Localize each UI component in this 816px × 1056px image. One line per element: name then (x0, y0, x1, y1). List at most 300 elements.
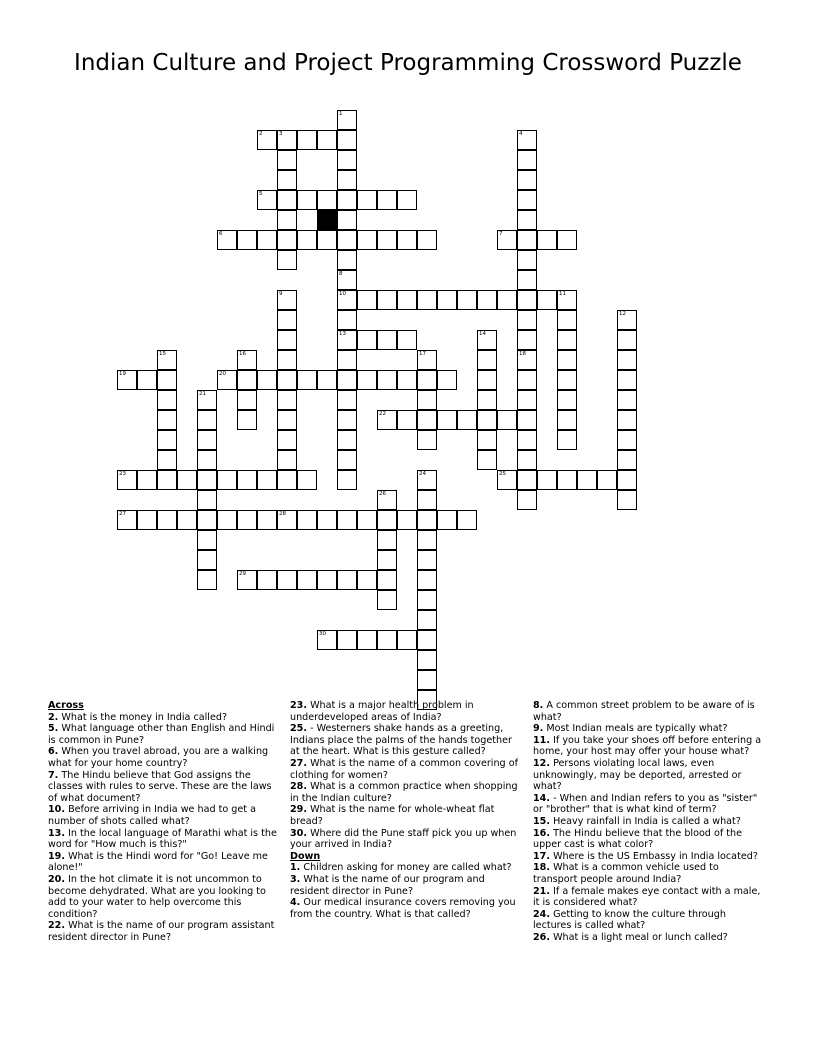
clue-item (48, 770, 280, 805)
clue-text: What is the name of our program assistant resident director in Pune? (48, 920, 275, 943)
grid-cell[interactable] (197, 550, 217, 570)
clue-text: What is the name of our program and resident director in Pune? (290, 873, 485, 897)
grid-cell[interactable] (517, 350, 537, 370)
grid-cell[interactable] (157, 430, 177, 450)
grid-cell[interactable] (577, 470, 597, 490)
grid-cell[interactable] (337, 430, 357, 450)
grid-cell[interactable] (337, 290, 357, 310)
clue-item (533, 851, 765, 863)
grid-cell[interactable] (517, 490, 537, 510)
grid-cell[interactable] (397, 370, 417, 390)
grid-cell[interactable] (197, 470, 217, 490)
across-heading: Across (48, 700, 84, 711)
grid-cell[interactable] (277, 410, 297, 430)
grid-cell[interactable] (277, 370, 297, 390)
grid-cell[interactable] (417, 610, 437, 630)
grid-cell[interactable] (417, 410, 437, 430)
grid-cell[interactable] (357, 630, 377, 650)
grid-cell[interactable] (617, 350, 637, 370)
grid-cell[interactable] (297, 570, 317, 590)
grid-cell[interactable] (297, 510, 317, 530)
grid-cell[interactable] (517, 310, 537, 330)
grid-cell[interactable] (257, 510, 277, 530)
grid-cell[interactable] (237, 570, 257, 590)
grid-cell[interactable] (477, 290, 497, 310)
clue-number: 22 (379, 411, 386, 417)
grid-cell[interactable] (477, 370, 497, 390)
grid-cell[interactable] (117, 510, 137, 530)
grid-cell[interactable] (377, 490, 397, 510)
grid-cell[interactable] (277, 330, 297, 350)
clue-text: The Hindu believe that God assigns the classes with rules to serve. These are the laws of what document? (48, 769, 272, 804)
grid-cell[interactable] (337, 630, 357, 650)
grid-cell[interactable] (377, 230, 397, 250)
grid-cell[interactable] (337, 410, 357, 430)
grid-cell[interactable] (517, 370, 537, 390)
grid-cell[interactable] (397, 230, 417, 250)
grid-cell[interactable] (237, 350, 257, 370)
grid-cell[interactable] (217, 470, 237, 490)
grid-cell[interactable] (397, 330, 417, 350)
grid-cell[interactable] (277, 350, 297, 370)
grid-cell[interactable] (397, 190, 417, 210)
grid-cell[interactable] (557, 330, 577, 350)
grid-cell[interactable] (457, 410, 477, 430)
grid-cell[interactable] (357, 290, 377, 310)
grid-cell[interactable] (317, 230, 337, 250)
clue-text: If a female makes eye contact with a male, it is considered what? (533, 885, 761, 909)
clue-item (533, 758, 765, 793)
clue-item (48, 920, 280, 943)
clues-column-1 (48, 700, 280, 943)
grid-cell[interactable] (337, 270, 357, 290)
clue-number: 7 (499, 231, 503, 237)
grid-cell[interactable] (557, 370, 577, 390)
grid-cell[interactable] (317, 630, 337, 650)
clue-text: What is the money in India called? (61, 711, 228, 723)
clue-text: What language other than English and Hindi is common in Pune? (48, 723, 275, 746)
clue-text: What is a common vehicle used to transport people around India? (533, 862, 719, 885)
grid-cell[interactable] (437, 510, 457, 530)
clue-item (290, 700, 522, 723)
clue-item (48, 723, 280, 746)
grid-cell[interactable] (337, 350, 357, 370)
grid-cell[interactable] (377, 530, 397, 550)
clue-number: 29 (239, 571, 246, 577)
clue-number: 28 (279, 511, 286, 517)
grid-cell[interactable] (517, 470, 537, 490)
grid-cell[interactable] (277, 310, 297, 330)
grid-cell[interactable] (337, 150, 357, 170)
clues-column-2 (290, 700, 522, 920)
grid-cell[interactable] (137, 370, 157, 390)
grid-cell[interactable] (517, 430, 537, 450)
clue-item (290, 723, 522, 758)
grid-cell[interactable] (417, 630, 437, 650)
grid-cell[interactable] (297, 470, 317, 490)
grid-cell[interactable] (197, 570, 217, 590)
grid-cell[interactable] (197, 430, 217, 450)
grid-cell[interactable] (197, 390, 217, 410)
clue-item (533, 700, 765, 723)
grid-cell[interactable] (317, 370, 337, 390)
grid-cell[interactable] (337, 450, 357, 470)
grid-cell[interactable] (417, 230, 437, 250)
grid-cell[interactable] (417, 390, 437, 410)
grid-cell[interactable] (457, 510, 477, 530)
grid-cell[interactable] (397, 290, 417, 310)
grid-cell[interactable] (157, 450, 177, 470)
grid-cell[interactable] (537, 290, 557, 310)
clue-number-label: 24. (533, 908, 550, 920)
clue-number: 10 (339, 291, 346, 297)
grid-cell[interactable] (617, 310, 637, 330)
grid-cell[interactable] (617, 470, 637, 490)
grid-cell[interactable] (197, 410, 217, 430)
grid-cell[interactable] (357, 370, 377, 390)
grid-cell[interactable] (277, 450, 297, 470)
grid-cell[interactable] (317, 510, 337, 530)
grid-cell[interactable] (277, 150, 297, 170)
grid-cell[interactable] (477, 410, 497, 430)
grid-cell[interactable] (517, 150, 537, 170)
clue-text: When you travel abroad, you are a walking what for your home country? (48, 746, 269, 769)
grid-cell[interactable] (357, 190, 377, 210)
grid-cell[interactable] (417, 670, 437, 690)
grid-cell[interactable] (617, 390, 637, 410)
grid-cell[interactable] (337, 230, 357, 250)
grid-cell[interactable] (517, 290, 537, 310)
clue-number-label: 2. (48, 711, 59, 723)
grid-cell[interactable] (197, 490, 217, 510)
grid-cell[interactable] (257, 190, 277, 210)
grid-cell[interactable] (257, 370, 277, 390)
grid-cell[interactable] (277, 250, 297, 270)
grid-cell[interactable] (337, 130, 357, 150)
clue-number: 3 (279, 131, 283, 137)
grid-cell[interactable] (557, 390, 577, 410)
grid-cell[interactable] (417, 530, 437, 550)
grid-cell[interactable] (477, 330, 497, 350)
grid-cell[interactable] (157, 390, 177, 410)
grid-cell[interactable] (177, 510, 197, 530)
grid-cell[interactable] (337, 390, 357, 410)
grid-cell[interactable] (517, 450, 537, 470)
grid-cell[interactable] (377, 190, 397, 210)
grid-cell[interactable] (617, 490, 637, 510)
grid-cell[interactable] (277, 170, 297, 190)
clue-number: 17 (419, 351, 426, 357)
grid-cell[interactable] (257, 470, 277, 490)
grid-cell[interactable] (377, 570, 397, 590)
grid-cell[interactable] (397, 630, 417, 650)
grid-cell[interactable] (417, 470, 437, 490)
grid-cell[interactable] (437, 290, 457, 310)
clue-item (533, 828, 765, 851)
grid-cell[interactable] (417, 550, 437, 570)
clue-text: Persons violating local laws, even unknowingly, may be deported, arrested or what? (533, 757, 742, 793)
clue-text: Heavy rainfall in India is called a what? (553, 815, 741, 827)
grid-cell[interactable] (157, 470, 177, 490)
clue-number-label: 23. (290, 700, 307, 711)
grid-cell[interactable] (237, 470, 257, 490)
grid-cell[interactable] (497, 230, 517, 250)
clue-number-label: 12. (533, 757, 550, 769)
clue-number: 30 (319, 631, 326, 637)
grid-cell[interactable] (217, 510, 237, 530)
grid-cell[interactable] (377, 290, 397, 310)
grid-cell[interactable] (477, 450, 497, 470)
grid-cell[interactable] (297, 190, 317, 210)
clue-text: What is a major health problem in underdeveloped areas of India? (290, 700, 474, 723)
grid-cell[interactable] (357, 330, 377, 350)
grid-cell[interactable] (137, 470, 157, 490)
grid-cell[interactable] (517, 330, 537, 350)
grid-cell[interactable] (337, 250, 357, 270)
grid-cell[interactable] (297, 130, 317, 150)
grid-cell[interactable] (617, 450, 637, 470)
grid-cell[interactable] (617, 330, 637, 350)
grid-cell[interactable] (237, 230, 257, 250)
blocked-cell (317, 210, 337, 230)
clue-number: 16 (239, 351, 246, 357)
clue-number-label: 29. (290, 804, 307, 816)
clue-number: 9 (279, 291, 283, 297)
grid-cell[interactable] (117, 470, 137, 490)
grid-cell[interactable] (337, 170, 357, 190)
grid-cell[interactable] (417, 290, 437, 310)
grid-cell[interactable] (217, 230, 237, 250)
grid-cell[interactable] (277, 570, 297, 590)
grid-cell[interactable] (377, 410, 397, 430)
grid-cell[interactable] (617, 430, 637, 450)
grid-cell[interactable] (497, 470, 517, 490)
grid-cell[interactable] (417, 350, 437, 370)
grid-cell[interactable] (297, 370, 317, 390)
grid-cell[interactable] (617, 410, 637, 430)
grid-cell[interactable] (497, 290, 517, 310)
grid-cell[interactable] (237, 510, 257, 530)
clue-item (533, 816, 765, 828)
grid-cell[interactable] (477, 430, 497, 450)
grid-cell[interactable] (517, 230, 537, 250)
grid-cell[interactable] (277, 190, 297, 210)
clue-number: 13 (339, 331, 346, 337)
clue-number-label: 26. (533, 931, 550, 943)
clue-number-label: 11. (533, 734, 550, 746)
clue-text: The Hindu believe that the blood of the upper cast is what color? (533, 827, 742, 851)
grid-cell[interactable] (277, 430, 297, 450)
page-title: Indian Culture and Project Programming Crossword Puzzle (74, 50, 742, 76)
grid-cell[interactable] (277, 290, 297, 310)
grid-cell[interactable] (517, 210, 537, 230)
clue-item (533, 932, 765, 944)
clue-number: 2 (259, 131, 263, 137)
grid-cell[interactable] (277, 230, 297, 250)
grid-cell[interactable] (397, 510, 417, 530)
grid-cell[interactable] (337, 330, 357, 350)
grid-cell[interactable] (417, 510, 437, 530)
grid-cell[interactable] (437, 370, 457, 390)
clue-number: 15 (159, 351, 166, 357)
grid-cell[interactable] (537, 230, 557, 250)
clue-item (290, 758, 522, 781)
clue-number-label: 25. (290, 723, 307, 735)
clue-number: 6 (219, 231, 223, 237)
grid-cell[interactable] (417, 370, 437, 390)
grid-cell[interactable] (237, 390, 257, 410)
grid-cell[interactable] (417, 490, 437, 510)
clue-item (533, 735, 765, 758)
grid-cell[interactable] (277, 470, 297, 490)
grid-cell[interactable] (417, 570, 437, 590)
grid-cell[interactable] (517, 390, 537, 410)
clue-text: What is the name of a common covering of clothing for women? (290, 757, 518, 781)
clue-item (533, 793, 765, 816)
grid-cell[interactable] (357, 510, 377, 530)
grid-cell[interactable] (257, 130, 277, 150)
grid-cell[interactable] (457, 290, 477, 310)
clue-number-label: 5. (48, 723, 59, 735)
grid-cell[interactable] (517, 270, 537, 290)
clue-text: What is the name for whole-wheat flat bread? (290, 804, 495, 827)
clue-number: 18 (519, 351, 526, 357)
grid-cell[interactable] (157, 350, 177, 370)
grid-cell[interactable] (197, 450, 217, 470)
grid-cell[interactable] (557, 230, 577, 250)
clue-item (533, 723, 765, 735)
grid-cell[interactable] (337, 470, 357, 490)
clue-text: Getting to know the culture through lectures is called what? (533, 908, 726, 932)
clue-text: What is the Hindi word for "Go! Leave me alone!" (48, 850, 268, 874)
grid-cell[interactable] (197, 530, 217, 550)
clue-item (533, 862, 765, 885)
grid-cell[interactable] (217, 370, 237, 390)
grid-cell[interactable] (337, 570, 357, 590)
grid-cell[interactable] (337, 110, 357, 130)
clue-number-label: 4. (290, 897, 301, 909)
grid-cell[interactable] (337, 370, 357, 390)
grid-cell[interactable] (277, 390, 297, 410)
grid-cell[interactable] (417, 650, 437, 670)
clue-item (290, 828, 522, 851)
grid-cell[interactable] (117, 370, 137, 390)
grid-cell[interactable] (157, 370, 177, 390)
grid-cell[interactable] (517, 250, 537, 270)
grid-cell[interactable] (477, 350, 497, 370)
grid-cell[interactable] (297, 230, 317, 250)
clue-item (533, 909, 765, 932)
clue-text: A common street problem to be aware of is what? (533, 700, 755, 723)
grid-cell[interactable] (317, 570, 337, 590)
clues-column-3 (533, 700, 765, 943)
grid-cell[interactable] (157, 510, 177, 530)
grid-cell[interactable] (617, 370, 637, 390)
clue-number: 26 (379, 491, 386, 497)
grid-cell[interactable] (557, 410, 577, 430)
grid-cell[interactable] (397, 410, 417, 430)
grid-cell[interactable] (337, 210, 357, 230)
clue-number-label: 9. (533, 723, 544, 735)
clue-number-label: 1. (290, 862, 301, 874)
grid-cell[interactable] (377, 590, 397, 610)
grid-cell[interactable] (277, 130, 297, 150)
clue-item (48, 828, 280, 851)
grid-cell[interactable] (237, 370, 257, 390)
grid-cell[interactable] (557, 290, 577, 310)
grid-cell[interactable] (537, 470, 557, 490)
grid-cell[interactable] (277, 510, 297, 530)
grid-cell[interactable] (257, 230, 277, 250)
grid-cell[interactable] (377, 370, 397, 390)
grid-cell[interactable] (317, 130, 337, 150)
grid-cell[interactable] (317, 190, 337, 210)
clue-text: Our medical insurance covers removing you from the country. What is that called? (290, 897, 516, 920)
clue-number: 25 (499, 471, 506, 477)
grid-cell[interactable] (137, 510, 157, 530)
grid-cell[interactable] (177, 470, 197, 490)
grid-cell[interactable] (337, 310, 357, 330)
grid-cell[interactable] (337, 510, 357, 530)
grid-cell[interactable] (597, 470, 617, 490)
clue-number-label: 14. (533, 792, 550, 804)
grid-cell[interactable] (377, 550, 397, 570)
grid-cell[interactable] (357, 230, 377, 250)
clue-item (290, 897, 522, 920)
grid-cell[interactable] (517, 170, 537, 190)
grid-cell[interactable] (417, 590, 437, 610)
clue-number: 14 (479, 331, 486, 337)
grid-cell[interactable] (377, 330, 397, 350)
grid-cell[interactable] (497, 410, 517, 430)
clue-number: 21 (199, 391, 206, 397)
grid-cell[interactable] (437, 410, 457, 430)
grid-cell[interactable] (237, 410, 257, 430)
grid-cell[interactable] (277, 210, 297, 230)
clue-number: 12 (619, 311, 626, 317)
clue-text: Where did the Pune staff pick you up when your arrived in India? (290, 827, 517, 851)
clue-number-label: 18. (533, 862, 550, 874)
grid-cell[interactable] (157, 410, 177, 430)
grid-cell[interactable] (377, 630, 397, 650)
grid-cell[interactable] (357, 570, 377, 590)
grid-cell[interactable] (377, 510, 397, 530)
grid-cell[interactable] (517, 410, 537, 430)
grid-cell[interactable] (417, 430, 437, 450)
clue-number: 4 (519, 131, 523, 137)
clue-text: In the hot climate it is not uncommon to become dehydrated. What are you looking to add to your water to help overcome this condition? (48, 873, 266, 920)
grid-cell[interactable] (557, 470, 577, 490)
clue-item (48, 712, 280, 724)
grid-cell[interactable] (557, 310, 577, 330)
clue-number-label: 6. (48, 746, 59, 758)
grid-cell[interactable] (517, 190, 537, 210)
clue-number-label: 22. (48, 920, 65, 932)
grid-cell[interactable] (197, 510, 217, 530)
grid-cell[interactable] (337, 190, 357, 210)
grid-cell[interactable] (517, 130, 537, 150)
grid-cell[interactable] (477, 390, 497, 410)
grid-cell[interactable] (257, 570, 277, 590)
clue-number: 24 (419, 471, 426, 477)
clue-text: - Westerners shake hands as a greeting, Indians place the palms of the hands together at the heart. What is this gesture called? (290, 723, 512, 758)
down-heading: Down (290, 850, 321, 862)
clue-number-label: 21. (533, 885, 550, 897)
clue-number-label: 20. (48, 873, 65, 885)
grid-cell[interactable] (557, 430, 577, 450)
clue-item (533, 886, 765, 909)
grid-cell[interactable] (557, 350, 577, 370)
